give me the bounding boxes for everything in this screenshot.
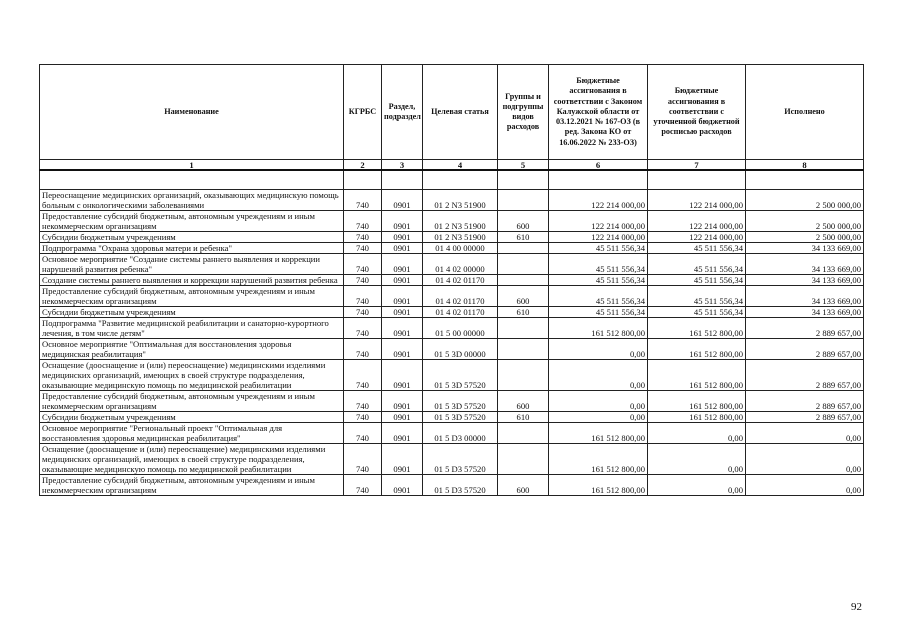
row-target-article: 01 5 3D 57520 (423, 360, 498, 391)
row-law-allocation: 161 512 800,00 (549, 475, 648, 496)
row-executed: 34 133 669,00 (746, 254, 864, 275)
row-executed: 2 889 657,00 (746, 391, 864, 412)
row-expense-group (498, 190, 549, 211)
table-row (40, 339, 864, 360)
row-expense-group: 600 (498, 211, 549, 232)
table-row (40, 391, 864, 412)
row-law-allocation: 161 512 800,00 (549, 444, 648, 475)
row-section: 0901 (382, 444, 423, 475)
row-kgrbs: 740 (344, 339, 382, 360)
row-executed: 34 133 669,00 (746, 286, 864, 307)
row-refined-allocation: 122 214 000,00 (648, 190, 746, 211)
row-name: Предоставление субсидий бюджетным, автономным учреждениям и иным некоммерческим организациям (40, 211, 344, 232)
row-target-article: 01 5 3D 57520 (423, 391, 498, 412)
row-expense-group (498, 339, 549, 360)
row-target-article: 01 2 N3 51900 (423, 232, 498, 243)
row-name: Основное мероприятие "Создание системы раннего выявления и коррекции нарушений развития ребенка" (40, 254, 344, 275)
row-law-allocation: 122 214 000,00 (549, 211, 648, 232)
table-row (40, 412, 864, 423)
row-target-article: 01 4 02 01170 (423, 286, 498, 307)
row-executed: 2 500 000,00 (746, 211, 864, 232)
row-target-article: 01 4 00 00000 (423, 243, 498, 254)
row-kgrbs: 740 (344, 211, 382, 232)
row-expense-group (498, 423, 549, 444)
table-body (40, 170, 864, 496)
row-expense-group: 600 (498, 475, 549, 496)
row-section: 0901 (382, 339, 423, 360)
row-target-article: 01 5 00 00000 (423, 318, 498, 339)
row-expense-group (498, 360, 549, 391)
row-name: Предоставление субсидий бюджетным, автономным учреждениям и иным некоммерческим организациям (40, 391, 344, 412)
table-row (40, 360, 864, 391)
column-number: 5 (498, 160, 549, 171)
row-section: 0901 (382, 286, 423, 307)
row-section: 0901 (382, 423, 423, 444)
row-expense-group: 600 (498, 286, 549, 307)
row-expense-group: 600 (498, 391, 549, 412)
row-refined-allocation: 45 511 556,34 (648, 243, 746, 254)
row-refined-allocation: 0,00 (648, 475, 746, 496)
table-row (40, 232, 864, 243)
row-target-article: 01 5 D3 00000 (423, 423, 498, 444)
row-name: Подпрограмма "Охрана здоровья матери и ребенка" (40, 243, 344, 254)
row-law-allocation: 161 512 800,00 (549, 423, 648, 444)
row-kgrbs: 740 (344, 318, 382, 339)
column-number: 8 (746, 160, 864, 171)
row-law-allocation: 0,00 (549, 412, 648, 423)
row-refined-allocation: 122 214 000,00 (648, 232, 746, 243)
table-row (40, 275, 864, 286)
row-executed: 2 889 657,00 (746, 360, 864, 391)
row-name: Предоставление субсидий бюджетным, автономным учреждениям и иным некоммерческим организациям (40, 286, 344, 307)
row-section: 0901 (382, 232, 423, 243)
table-row (40, 243, 864, 254)
row-refined-allocation: 161 512 800,00 (648, 360, 746, 391)
row-kgrbs: 740 (344, 307, 382, 318)
row-refined-allocation: 161 512 800,00 (648, 318, 746, 339)
spacer-row (40, 170, 864, 190)
row-kgrbs: 740 (344, 232, 382, 243)
row-kgrbs: 740 (344, 190, 382, 211)
row-target-article: 01 2 N3 51900 (423, 190, 498, 211)
row-kgrbs: 740 (344, 275, 382, 286)
row-law-allocation: 45 511 556,34 (549, 286, 648, 307)
row-law-allocation: 122 214 000,00 (549, 190, 648, 211)
row-refined-allocation: 45 511 556,34 (648, 254, 746, 275)
row-section: 0901 (382, 412, 423, 423)
row-section: 0901 (382, 211, 423, 232)
header-section: Раздел, подраздел (382, 65, 423, 160)
budget-table-sheet (39, 64, 864, 496)
row-target-article: 01 4 02 01170 (423, 275, 498, 286)
table-row (40, 423, 864, 444)
column-number: 4 (423, 160, 498, 171)
row-refined-allocation: 161 512 800,00 (648, 391, 746, 412)
row-expense-group: 610 (498, 412, 549, 423)
row-executed: 34 133 669,00 (746, 243, 864, 254)
row-kgrbs: 740 (344, 475, 382, 496)
table-row (40, 307, 864, 318)
column-number: 3 (382, 160, 423, 171)
row-section: 0901 (382, 475, 423, 496)
header-kgrbs: КГРБС (344, 65, 382, 160)
row-law-allocation: 0,00 (549, 339, 648, 360)
row-law-allocation: 45 511 556,34 (549, 275, 648, 286)
row-expense-group (498, 254, 549, 275)
row-expense-group (498, 275, 549, 286)
row-kgrbs: 740 (344, 444, 382, 475)
row-executed: 2 500 000,00 (746, 190, 864, 211)
header-refined-allocations: Бюджетные ассигнования в соответствии с уточненной бюджетной росписью расходов (648, 65, 746, 160)
table-row (40, 211, 864, 232)
row-section: 0901 (382, 254, 423, 275)
table-row (40, 444, 864, 475)
header-executed: Исполнено (746, 65, 864, 160)
page-number: 92 (851, 601, 862, 613)
header-expense-groups: Группы и подгруппы видов расходов (498, 65, 549, 160)
row-law-allocation: 161 512 800,00 (549, 318, 648, 339)
row-target-article: 01 4 02 01170 (423, 307, 498, 318)
table-row (40, 318, 864, 339)
table-row (40, 254, 864, 275)
table-row (40, 190, 864, 211)
row-executed: 34 133 669,00 (746, 275, 864, 286)
row-law-allocation: 45 511 556,34 (549, 254, 648, 275)
row-section: 0901 (382, 360, 423, 391)
row-refined-allocation: 0,00 (648, 444, 746, 475)
row-section: 0901 (382, 190, 423, 211)
row-name: Оснащение (дооснащение и (или) переоснащение) медицинскими изделиями медицинских организаций, имеющих в своей структуре подразделения, оказывающие медицинскую помощь по медицинской реабилитации (40, 360, 344, 391)
budget-table (39, 64, 864, 496)
row-law-allocation: 122 214 000,00 (549, 232, 648, 243)
header-law-allocations: Бюджетные ассигнования в соответствии с Законом Калужской области от 03.12.2021 № 167-ОЗ (в ред. Закона КО от 16.06.2022 № 233-ОЗ) (549, 65, 648, 160)
column-number-row (40, 160, 864, 171)
row-section: 0901 (382, 275, 423, 286)
header-name: Наименование (40, 65, 344, 160)
row-kgrbs: 740 (344, 391, 382, 412)
row-law-allocation: 0,00 (549, 360, 648, 391)
row-kgrbs: 740 (344, 412, 382, 423)
row-name: Создание системы раннего выявления и коррекции нарушений развития ребенка (40, 275, 344, 286)
row-executed: 0,00 (746, 423, 864, 444)
row-name: Основное мероприятие "Оптимальная для восстановления здоровья медицинская реабилитация" (40, 339, 344, 360)
row-section: 0901 (382, 391, 423, 412)
row-section: 0901 (382, 318, 423, 339)
row-name: Субсидии бюджетным учреждениям (40, 307, 344, 318)
row-kgrbs: 740 (344, 286, 382, 307)
row-refined-allocation: 161 512 800,00 (648, 339, 746, 360)
row-target-article: 01 2 N3 51900 (423, 211, 498, 232)
row-name: Субсидии бюджетным учреждениям (40, 412, 344, 423)
row-executed: 0,00 (746, 475, 864, 496)
column-number: 1 (40, 160, 344, 171)
row-expense-group: 610 (498, 232, 549, 243)
row-law-allocation: 45 511 556,34 (549, 243, 648, 254)
row-law-allocation: 45 511 556,34 (549, 307, 648, 318)
row-target-article: 01 5 D3 57520 (423, 444, 498, 475)
row-refined-allocation: 45 511 556,34 (648, 286, 746, 307)
row-executed: 0,00 (746, 444, 864, 475)
row-name: Субсидии бюджетным учреждениям (40, 232, 344, 243)
column-number: 7 (648, 160, 746, 171)
row-expense-group (498, 243, 549, 254)
header-target-article: Целевая статья (423, 65, 498, 160)
row-executed: 2 889 657,00 (746, 339, 864, 360)
row-refined-allocation: 45 511 556,34 (648, 275, 746, 286)
row-expense-group (498, 318, 549, 339)
row-kgrbs: 740 (344, 243, 382, 254)
column-number: 2 (344, 160, 382, 171)
row-kgrbs: 740 (344, 360, 382, 391)
row-section: 0901 (382, 307, 423, 318)
row-name: Оснащение (дооснащение и (или) переоснащение) медицинскими изделиями медицинских организаций, имеющих в своей структуре подразделения, оказывающие медицинскую помощь по медицинской реабилитации (40, 444, 344, 475)
row-refined-allocation: 45 511 556,34 (648, 307, 746, 318)
column-number: 6 (549, 160, 648, 171)
row-refined-allocation: 0,00 (648, 423, 746, 444)
row-refined-allocation: 122 214 000,00 (648, 211, 746, 232)
row-name: Подпрограмма "Развитие медицинской реабилитации и санаторно-курортного лечения, в том числе детям" (40, 318, 344, 339)
row-kgrbs: 740 (344, 423, 382, 444)
row-refined-allocation: 161 512 800,00 (648, 412, 746, 423)
row-section: 0901 (382, 243, 423, 254)
table-row (40, 475, 864, 496)
row-name: Предоставление субсидий бюджетным, автономным учреждениям и иным некоммерческим организациям (40, 475, 344, 496)
row-name: Переоснащение медицинских организаций, оказывающих медицинскую помощь больным с онкологическими заболеваниями (40, 190, 344, 211)
row-target-article: 01 5 D3 57520 (423, 475, 498, 496)
header-row (40, 65, 864, 160)
row-law-allocation: 0,00 (549, 391, 648, 412)
row-kgrbs: 740 (344, 254, 382, 275)
row-executed: 2 889 657,00 (746, 412, 864, 423)
row-target-article: 01 5 3D 57520 (423, 412, 498, 423)
row-executed: 2 500 000,00 (746, 232, 864, 243)
row-target-article: 01 5 3D 00000 (423, 339, 498, 360)
table-row (40, 286, 864, 307)
row-executed: 34 133 669,00 (746, 307, 864, 318)
row-expense-group (498, 444, 549, 475)
row-name: Основное мероприятие "Региональный проект "Оптимальная для восстановления здоровья медицинская реабилитация" (40, 423, 344, 444)
row-expense-group: 610 (498, 307, 549, 318)
row-target-article: 01 4 02 00000 (423, 254, 498, 275)
row-executed: 2 889 657,00 (746, 318, 864, 339)
